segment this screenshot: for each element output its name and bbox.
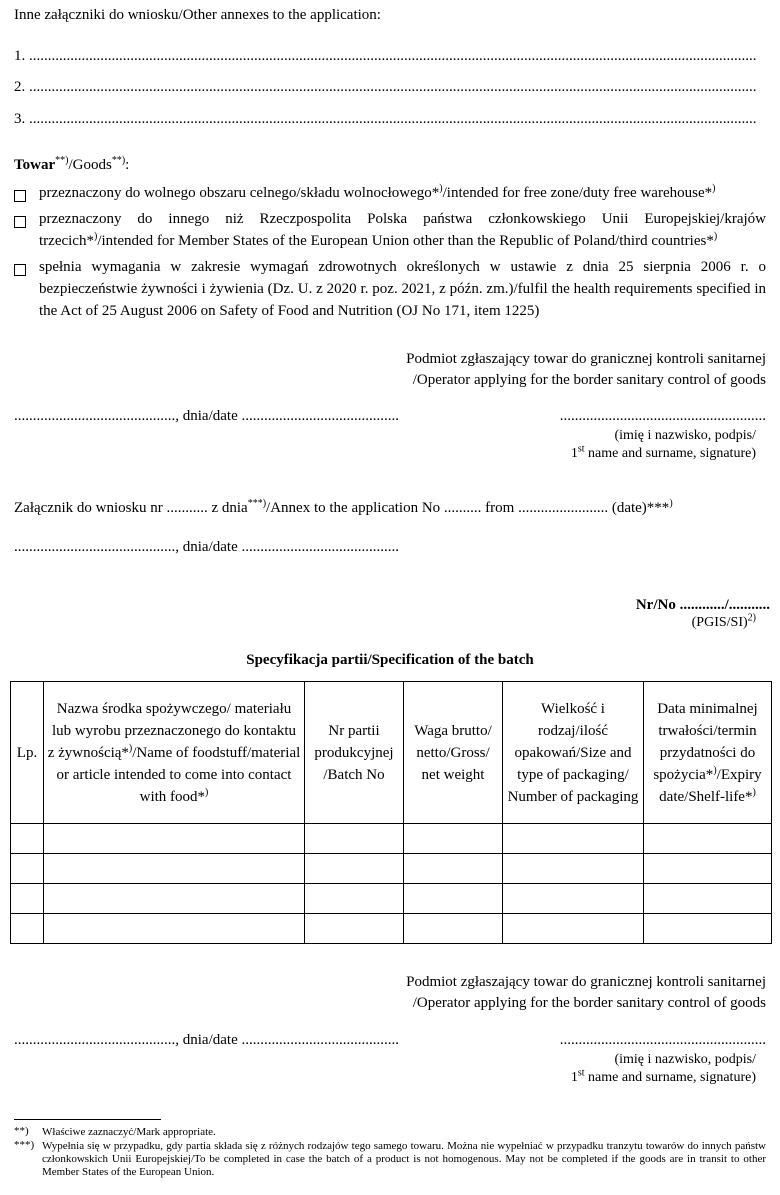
signature-label-en: 1st name and surname, signature) [570,1067,756,1085]
option-other-member-states [39,208,766,252]
cell-lp[interactable] [11,854,44,884]
footnote-text-1: Właściwe zaznaczyć/Mark appropriate. [42,1126,216,1138]
footnote-mark-1: **) [14,1125,29,1137]
cell-weight[interactable] [404,884,503,914]
header-weight: Waga brutto/ netto/Gross/ net weight [404,682,503,824]
goods-label-colon: : [125,157,130,173]
operator-block-2 [406,972,766,1014]
nr-label[interactable]: Nr/No ............/........... [635,597,770,613]
option-text: spełnia wymagania w zakresie wymagań zdrowotnych określonych w ustawie z dnia 25 sierpnia 2006 r. o bezpieczeństwie żywności i żywienia (Dz. U. z 2020 r. poz. 2021, z późn. zm.)/fulfil the health requirements specified in the Act of 25 August 2006 on Safety of Food and Nutrition (OJ No 171, item 1225) [39,259,766,319]
checkbox-health-requirements[interactable] [14,264,26,276]
annex-line-2[interactable] [14,79,766,96]
footnote-ref: ) [669,498,673,509]
annex-number: 1. [14,48,26,64]
footnote-ref: ) [712,183,716,194]
table-row [11,854,772,884]
operator-line-en: /Operator applying for the border sanitary control of goods [412,995,766,1011]
goods-label-en: /Goods [68,157,112,173]
annex-number-text-en: /Annex to the application No .......... from ........................ (date)*** [266,500,670,516]
footnote-ref: ) [713,231,718,242]
signature-label-en: 1st name and surname, signature) [570,443,756,461]
footnote-ref: **) [55,155,69,166]
cell-name[interactable] [44,884,305,914]
cell-expiry[interactable] [644,884,772,914]
signature-line-1[interactable]: ....................................................... [559,408,766,424]
annex-number-line[interactable] [14,500,673,517]
nr-sub-label: (PGIS/SI)$^{2)}$ [691,612,756,630]
option-text: przeznaczony do wolnego obszaru celnego/składu wolnocłowego* [39,185,440,201]
annex-number-text: Załącznik do wniosku nr ........... z dnia [14,500,248,516]
checkbox-free-zone[interactable] [14,190,26,202]
goods-label [14,157,129,174]
cell-weight[interactable] [404,914,503,944]
cell-batch[interactable] [305,824,404,854]
date-line-1[interactable]: ..........................................., dnia/date .......................................... [14,408,399,424]
operator-line-pl: Podmiot zgłaszający towar do granicznej kontroli sanitarnej [406,351,766,367]
signature-label-pl: (imię i nazwisko, podpis/ [614,428,756,443]
cell-expiry[interactable] [644,824,772,854]
option-text: przeznaczony do innego niż Rzeczpospolita Polska państwa członkowskiego Unii Europejskiej/krajów trzecich* [39,211,766,249]
option-free-zone [39,182,766,204]
signature-label-2 [571,1051,756,1087]
cell-packaging[interactable] [503,884,644,914]
cell-batch[interactable] [305,854,404,884]
operator-line-pl: Podmiot zgłaszający towar do granicznej kontroli sanitarnej [406,974,766,990]
footnote-text-2: Wypełnia się w przypadku, gdy partia składa się z różnych rodzajów tego samego towaru. Można nie wypełniać w przypadku tranzytu towarów do innych państw członkowskich Unii Europejskiej/To be completed in case the batch of a product is not homogenous. May not be completed if the goods are in transit to other Member States of the European Union. [42,1140,766,1178]
annexes-heading: Inne załączniki do wniosku/Other annexes to the application: [14,7,381,23]
annex-number: 2. [14,79,26,95]
footnote-ref: **) [111,155,126,166]
cell-weight[interactable] [404,854,503,884]
annex-line-1[interactable] [14,48,766,65]
cell-batch[interactable] [305,884,404,914]
option-text-en: /intended for free zone/duty free warehouse* [442,185,713,201]
cell-packaging[interactable] [503,854,644,884]
cell-name[interactable] [44,854,305,884]
cell-expiry[interactable] [644,854,772,884]
goods-label-bold: Towar [14,157,56,173]
header-batch: Nr partii produkcyjnej /Batch No [305,682,404,824]
cell-packaging[interactable] [503,824,644,854]
cell-weight[interactable] [404,824,503,854]
cell-name[interactable] [44,914,305,944]
cell-batch[interactable] [305,914,404,944]
footnote-mark-2: ***) [14,1139,35,1151]
date-line-3[interactable]: ..........................................., dnia/date .......................................... [14,1032,399,1048]
header-name: Nazwa środka spożywczego/ materiału lub wyrobu przeznaczonego do kontaktu z żywnością*)/Name of foodstuff/material or article intended to come into contact with food*) [44,682,305,824]
annex-dots: .................................................................................................................................................................................................. [29,48,757,64]
date-line-2[interactable]: ..........................................., dnia/date .......................................... [14,539,399,555]
option-health-requirements [39,256,766,322]
spec-header-row [11,682,772,824]
cell-packaging[interactable] [503,914,644,944]
operator-block-1 [406,349,766,391]
spec-table [10,681,772,944]
operator-line-en: /Operator applying for the border sanitary control of goods [412,372,766,388]
table-row [11,824,772,854]
checkbox-other-member-states[interactable] [14,216,26,228]
signature-label-1 [571,427,756,463]
cell-name[interactable] [44,824,305,854]
annex-dots: .................................................................................................................................................................................................. [29,79,757,95]
footnote-ref: ) [439,183,443,194]
table-row [11,884,772,914]
annex-line-3[interactable] [14,111,766,128]
spec-title: Specyfikacja partii/Specification of the batch [246,652,534,668]
cell-lp[interactable] [11,914,44,944]
signature-label-pl: (imię i nazwisko, podpis/ [614,1052,756,1067]
header-packaging: Wielkość i rodzaj/ilość opakowań/Size and type of packaging/ Number of packaging [503,682,644,824]
option-text-en: /intended for Member States of the European Union other than the Republic of Poland/third countries* [97,233,714,249]
header-lp: Lp. [11,682,44,824]
annex-dots: .................................................................................................................................................................................................. [29,111,757,127]
signature-line-2[interactable]: ....................................................... [559,1032,766,1048]
cell-lp[interactable] [11,884,44,914]
annex-number: 3. [14,111,26,127]
footnote-divider [14,1119,161,1120]
header-expiry: Data minimalnej trwałości/termin przydatności do spożycia*)/Expiry date/Shelf-life*) [644,682,772,824]
cell-expiry[interactable] [644,914,772,944]
footnote-ref: ) [93,231,98,242]
footnote-ref: ***) [247,498,267,509]
table-row [11,914,772,944]
cell-lp[interactable] [11,824,44,854]
